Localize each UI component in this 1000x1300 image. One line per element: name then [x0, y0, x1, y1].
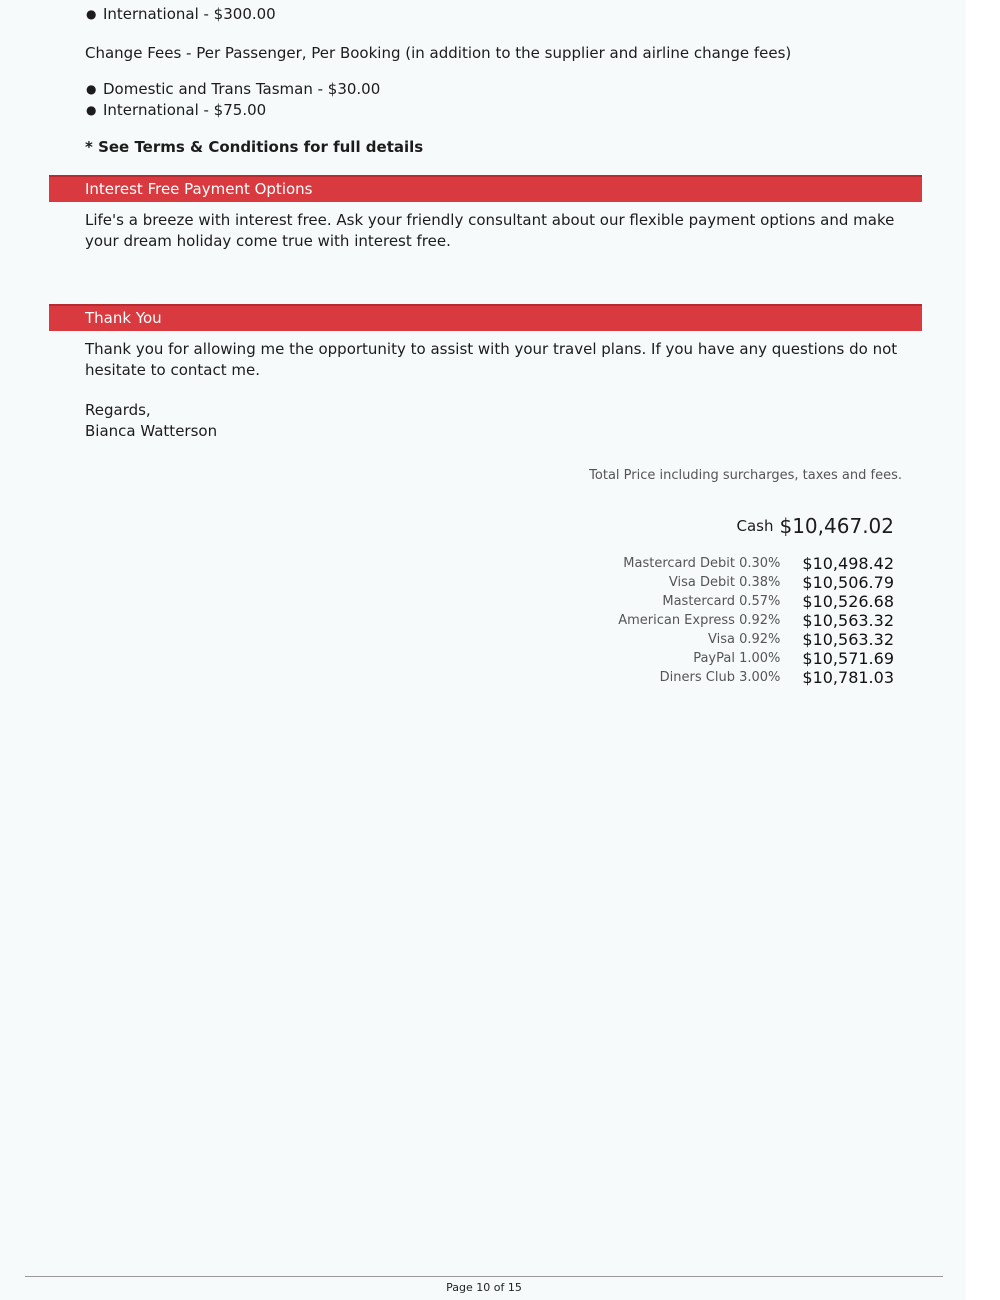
list-item: ● International - $300.00 [86, 5, 276, 23]
change-fees-heading: Change Fees - Per Passenger, Per Booking (in addition to the supplier and airline change fees) [85, 44, 792, 62]
payment-method: Mastercard 0.57% [662, 594, 781, 609]
thank-you-header [49, 304, 922, 331]
section-title: Thank You [85, 309, 162, 327]
total-price-note: Total Price including surcharges, taxes and fees. [589, 468, 902, 483]
bullet-icon: ● [86, 7, 97, 21]
payment-method: PayPal 1.00% [693, 651, 781, 666]
regards-text: Regards, [85, 401, 151, 419]
payment-method: Visa Debit 0.38% [668, 575, 781, 590]
cash-price [736, 514, 894, 538]
interest-free-body: Life's a breeze with interest free. Ask your friendly consultant about our flexible payment options and make your dream holiday come true with interest free. [85, 211, 895, 250]
list-item: ● International - $75.00 [86, 101, 267, 119]
payment-method: American Express 0.92% [618, 613, 781, 628]
interest-free-header [49, 175, 922, 202]
bullet-icon: ● [86, 82, 97, 96]
cancellation-fee-list [86, 4, 276, 25]
payment-method: Visa 0.92% [708, 632, 781, 647]
page-number: Page 10 of 15 [446, 1281, 522, 1294]
list-item: ● Domestic and Trans Tasman - $30.00 [86, 80, 381, 98]
scan-edge [966, 0, 1000, 1300]
payment-price: $10,571.69 [802, 649, 894, 668]
cash-amount: $10,467.02 [779, 514, 894, 538]
bullet-icon: ● [86, 103, 97, 117]
payment-method: Mastercard Debit 0.30% [623, 556, 781, 571]
footer-divider [25, 1276, 943, 1277]
payment-price: $10,526.68 [802, 592, 894, 611]
change-fee-list [86, 79, 380, 121]
cash-label: Cash [736, 517, 774, 535]
payment-price: $10,506.79 [802, 573, 894, 592]
table-row [618, 668, 894, 687]
thank-you-body: Thank you for allowing me the opportunity to assist with your travel plans. If you have any questions do not hesitate to contact me. [85, 340, 898, 379]
payment-method: Diners Club 3.00% [659, 670, 781, 685]
signature-name: Bianca Watterson [85, 422, 218, 440]
payment-price: $10,781.03 [802, 668, 894, 687]
table-row [618, 630, 894, 649]
table-row [618, 573, 894, 592]
payment-price: $10,563.32 [802, 630, 894, 649]
table-row [618, 611, 894, 630]
payment-price: $10,498.42 [802, 554, 894, 573]
payment-surcharge-table [618, 554, 894, 687]
section-title: Interest Free Payment Options [85, 180, 313, 198]
payment-price: $10,563.32 [802, 611, 894, 630]
table-row [618, 649, 894, 668]
table-row [618, 554, 894, 573]
table-row [618, 592, 894, 611]
terms-note: * See Terms & Conditions for full details [85, 138, 424, 156]
